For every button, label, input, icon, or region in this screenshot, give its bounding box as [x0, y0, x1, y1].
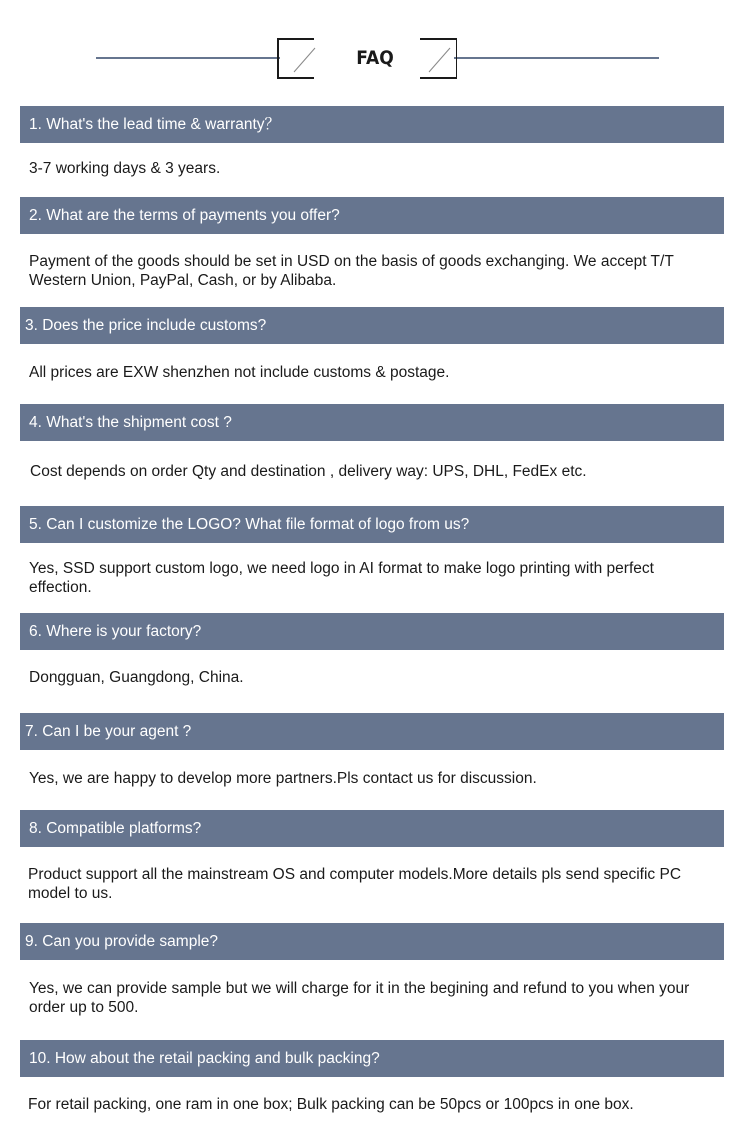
faq-question-5: 5. Can I customize the LOGO? What file format of logo from us? [20, 506, 724, 543]
faq-answer-1: 3-7 working days & 3 years. [29, 160, 221, 177]
faq-answer-10: For retail packing, one ram in one box; Bulk packing can be 50pcs or 100pcs in one box. [28, 1096, 634, 1113]
faq-answer-6: Dongguan, Guangdong, China. [29, 669, 244, 686]
faq-answer-4: Cost depends on order Qty and destination , delivery way: UPS, DHL, FedEx etc. [30, 463, 587, 480]
faq-question-4: 4. What's the shipment cost ? [20, 404, 724, 441]
faq-question-6: 6. Where is your factory? [20, 613, 724, 650]
faq-answer-9: Yes, we can provide sample but we will charge for it in the begining and refund to you when your order up to 500. [29, 980, 690, 1016]
faq-answer-5: Yes, SSD support custom logo, we need logo in AI format to make logo printing with perfect effection. [29, 560, 654, 596]
faq-question-8: 8. Compatible platforms? [20, 810, 724, 847]
faq-title: FAQ [356, 47, 394, 69]
faq-header [0, 0, 750, 90]
faq-answer-3: All prices are EXW shenzhen not include customs & postage. [29, 364, 450, 381]
faq-answer-2: Payment of the goods should be set in USD on the basis of goods exchanging. We accept T/T Western Union, PayPal, Cash, or by Alibaba. [29, 253, 674, 289]
faq-question-9: 9. Can you provide sample? [20, 923, 724, 960]
faq-answer-8: Product support all the mainstream OS and computer models.More details pls send specific PC model to us. [28, 866, 682, 902]
faq-question-1: 1. What's the lead time & warranty？ [20, 106, 724, 143]
faq-question-2: 2. What are the terms of payments you offer? [20, 197, 724, 234]
faq-question-10: 10. How about the retail packing and bulk packing? [20, 1040, 724, 1077]
faq-question-3: 3. Does the price include customs? [20, 307, 724, 344]
faq-question-7: 7. Can I be your agent ? [20, 713, 724, 750]
faq-answer-7: Yes, we are happy to develop more partners.Pls contact us for discussion. [29, 770, 537, 787]
